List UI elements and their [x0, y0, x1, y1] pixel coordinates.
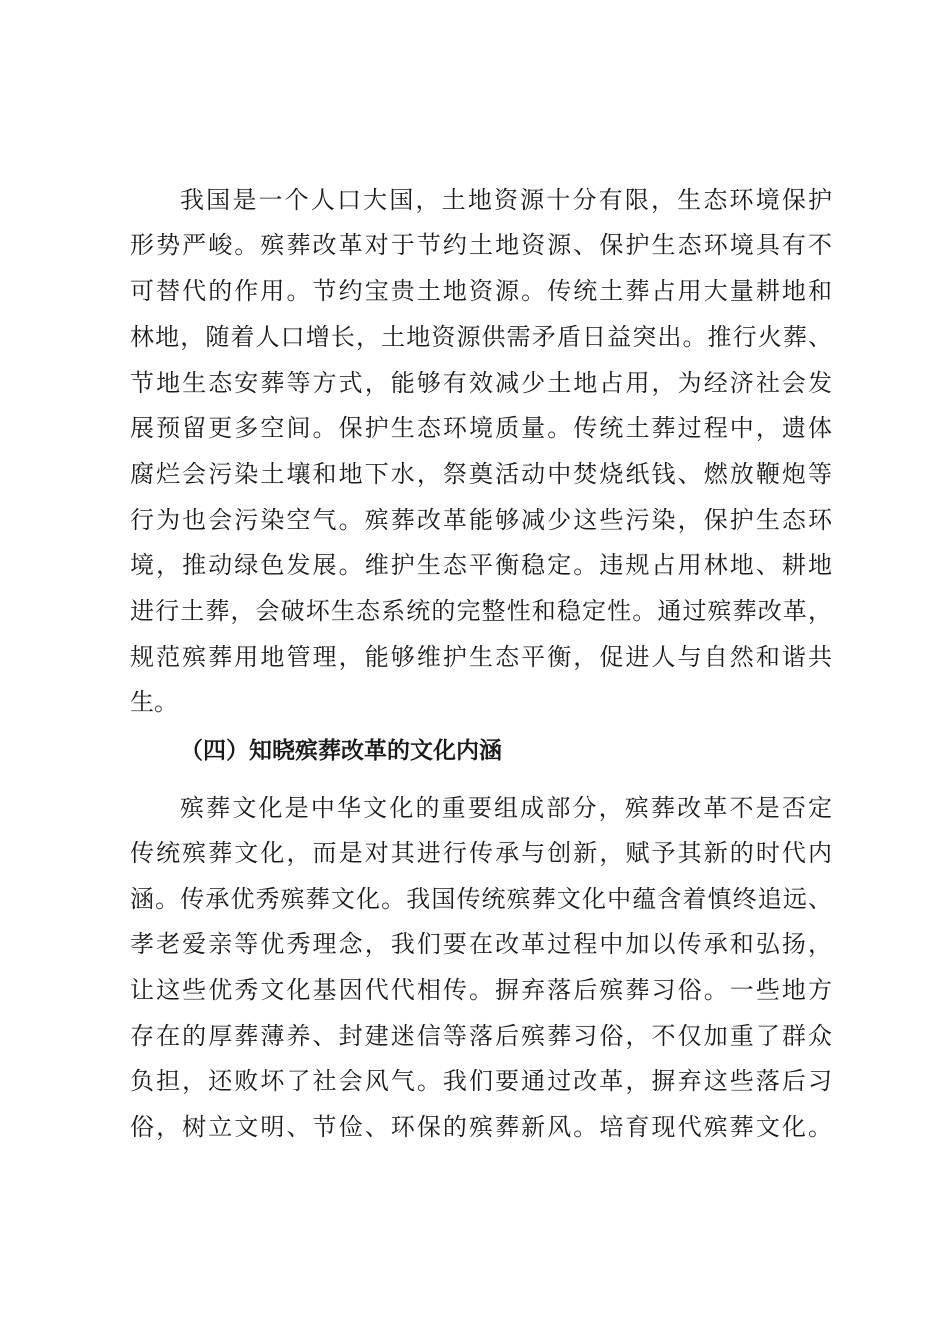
paragraph-line: 林地，随着人口增长，土地资源供需矛盾日益突出。推行火葬、	[130, 323, 832, 351]
paragraph-line: 腐烂会污染土壤和地下水，祭奠活动中焚烧纸钱、燃放鞭炮等	[130, 460, 832, 488]
paragraph-line: 生。	[130, 688, 178, 716]
paragraph-line: 行为也会污染空气。殡葬改革能够减少这些污染，保护生态环	[130, 506, 832, 534]
section-heading: （四）知晓殡葬改革的文化内涵	[180, 738, 502, 764]
paragraph-line: 形势严峻。殡葬改革对于节约土地资源、保护生态环境具有不	[130, 231, 832, 259]
paragraph-line: 负担，还败坏了社会风气。我们要通过改革，摒弃这些落后习	[130, 1067, 832, 1095]
paragraph-line: 节地生态安葬等方式，能够有效减少土地占用，为经济社会发	[130, 369, 832, 397]
paragraph-line: 可替代的作用。节约宝贵土地资源。传统土葬占用大量耕地和	[130, 277, 832, 305]
paragraph-line: 规范殡葬用地管理，能够维护生态平衡，促进人与自然和谐共	[130, 643, 832, 671]
paragraph-line: 存在的厚葬薄养、封建迷信等落后殡葬习俗，不仅加重了群众	[130, 1022, 832, 1050]
paragraph-line: 殡葬文化是中华文化的重要组成部分，殡葬改革不是否定	[180, 794, 832, 822]
paragraph-line: 涵。传承优秀殡葬文化。我国传统殡葬文化中蕴含着慎终追远、	[130, 885, 832, 913]
paragraph-line: 让这些优秀文化基因代代相传。摒弃落后殡葬习俗。一些地方	[130, 976, 832, 1004]
paragraph-line: 传统殡葬文化，而是对其进行传承与创新，赋予其新的时代内	[130, 839, 832, 867]
paragraph-line: 我国是一个人口大国，土地资源十分有限，生态环境保护	[180, 186, 832, 214]
paragraph-line: 孝老爱亲等优秀理念，我们要在改革过程中加以传承和弘扬，	[130, 930, 832, 958]
paragraph-line: 俗，树立文明、节俭、环保的殡葬新风。培育现代殡葬文化。	[130, 1113, 832, 1141]
paragraph-line: 进行土葬，会破坏生态系统的完整性和稳定性。通过殡葬改革，	[130, 597, 832, 625]
paragraph-line: 境，推动绿色发展。维护生态平衡稳定。违规占用林地、耕地	[130, 551, 832, 579]
paragraph-line: 展预留更多空间。保护生态环境质量。传统土葬过程中，遗体	[130, 414, 832, 442]
